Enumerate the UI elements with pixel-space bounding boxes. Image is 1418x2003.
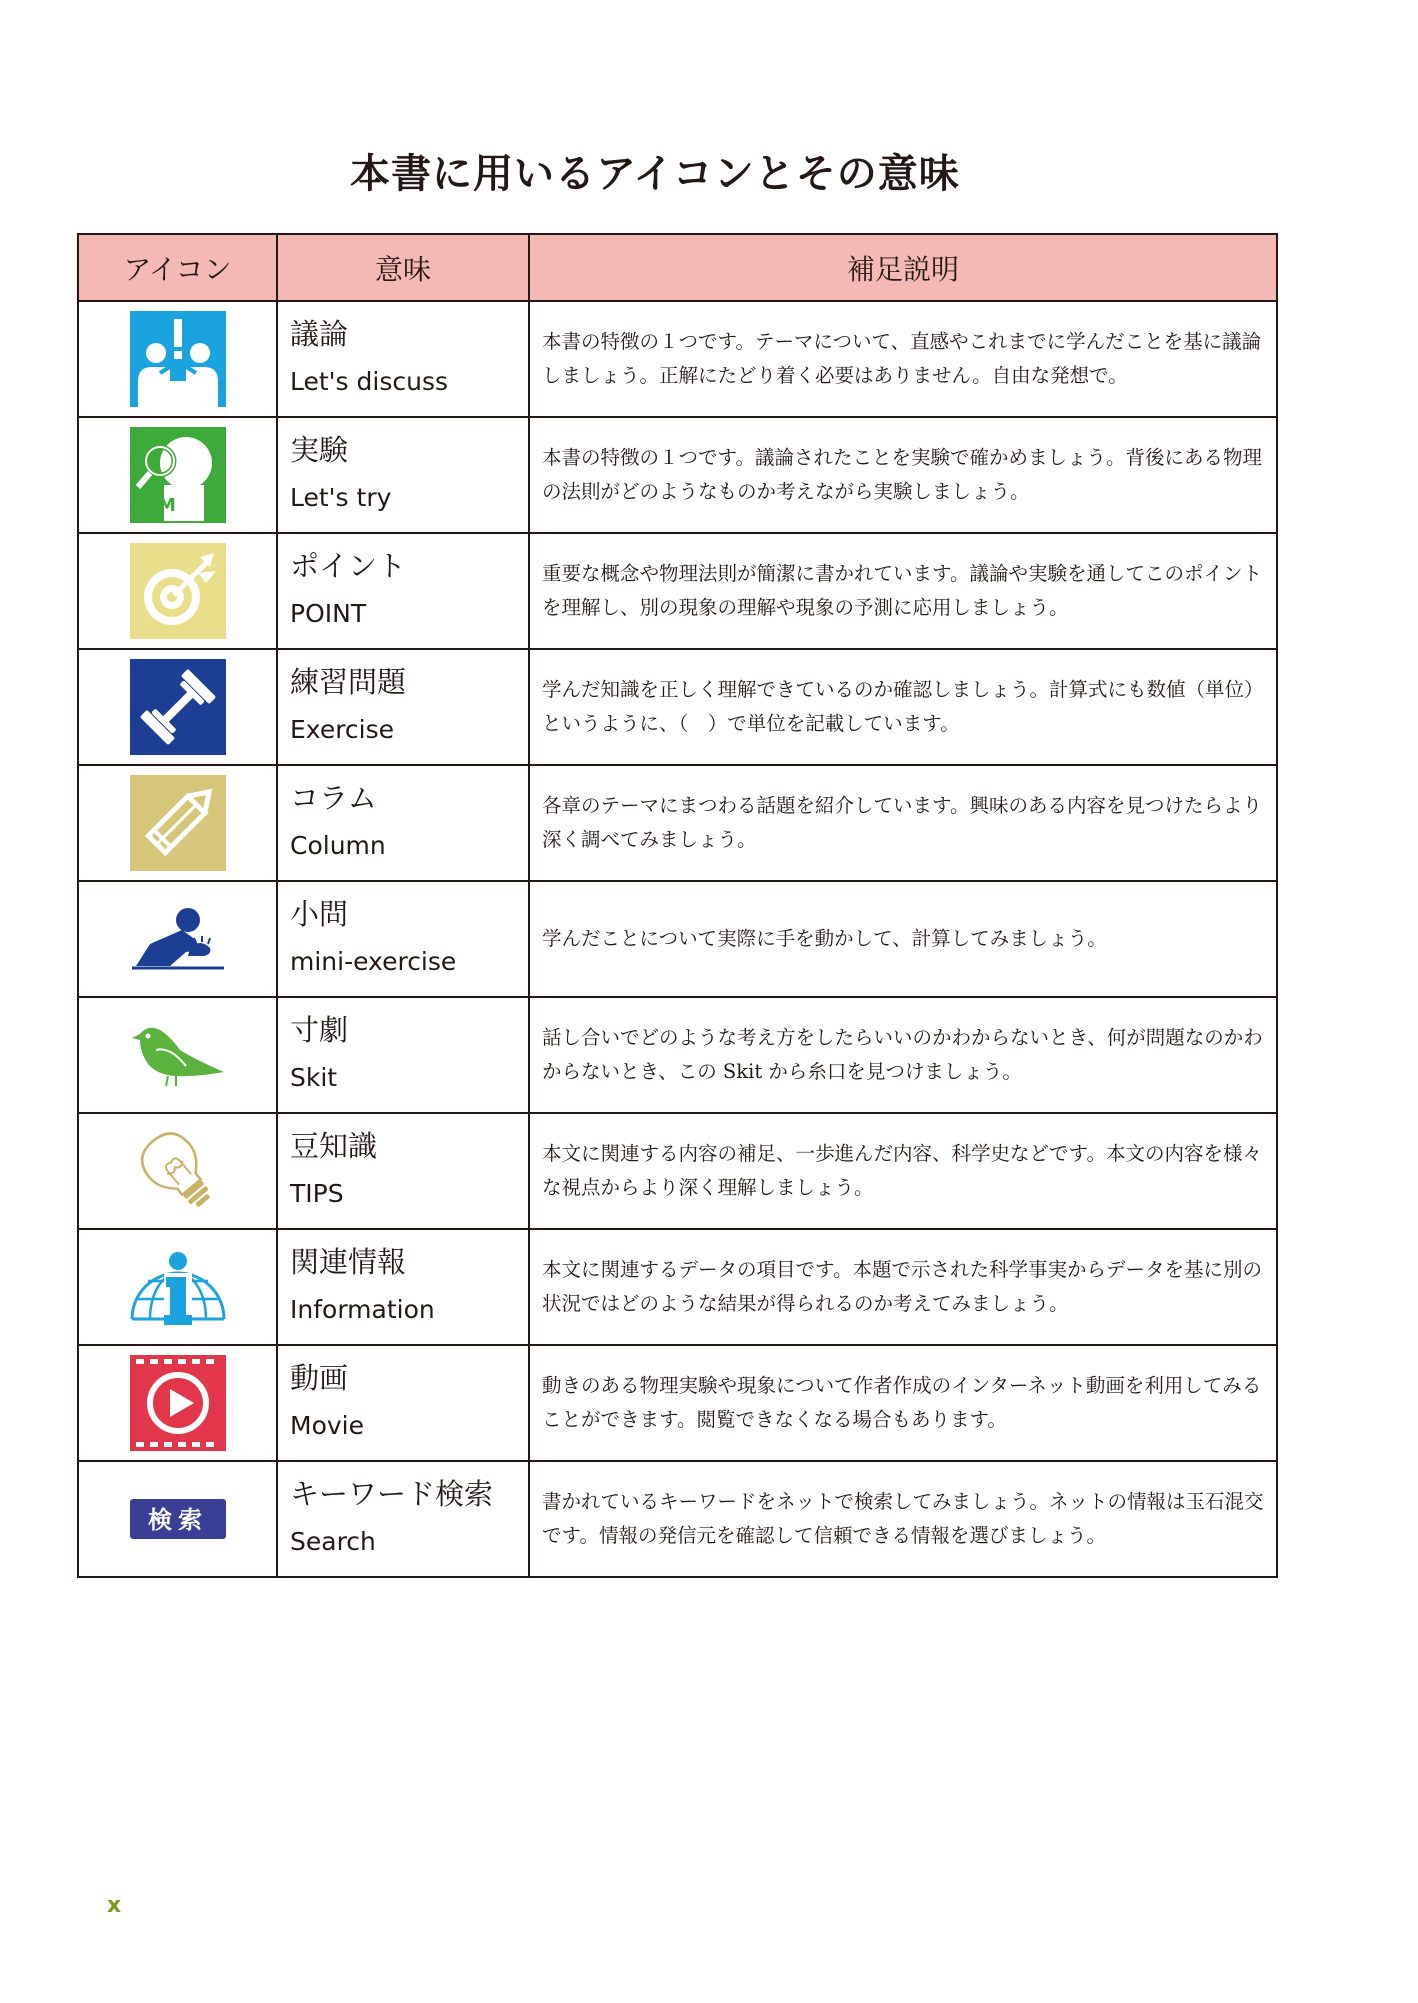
table-row (78, 1229, 1277, 1345)
dumbbell-icon (130, 659, 226, 755)
meaning-en: Information (290, 1295, 435, 1324)
table-row (78, 533, 1277, 649)
meaning-ja: 実験 (290, 433, 349, 467)
experiment-icon (130, 427, 226, 523)
meaning-ja: 小問 (290, 897, 349, 931)
meaning-en: Search (290, 1527, 376, 1556)
description: 重要な概念や物理法則が簡潔に書かれています。議論や実験を通してこのポイントを理解し、別の現象の理解や現象の予測に応用しましょう。 (529, 533, 1277, 649)
description: 本文に関連する内容の補足、一歩進んだ内容、科学史などです。本文の内容を様々な視点からより深く理解しましょう。 (529, 1113, 1277, 1229)
table-row (78, 881, 1277, 997)
writing-person-icon (130, 904, 226, 974)
meaning-ja: コラム (290, 781, 377, 815)
search-badge-icon (130, 1499, 226, 1539)
description: 本書の特徴の１つです。議論されたことを実験で確かめましょう。背後にある物理の法則がどのようなものか考えながら実験しましょう。 (529, 417, 1277, 533)
page-title: 本書に用いるアイコンとその意味 (350, 151, 960, 197)
bird-icon (130, 1020, 226, 1090)
table-header-row (78, 234, 1277, 301)
table-row (78, 417, 1277, 533)
globe-info-icon (128, 1247, 228, 1327)
search-badge-text: 検索 (147, 1506, 208, 1534)
meaning-en: TIPS (290, 1179, 344, 1208)
icon-legend-table (77, 233, 1278, 1578)
target-icon (130, 543, 226, 639)
meaning-en: Movie (290, 1411, 364, 1440)
discuss-icon (130, 311, 226, 407)
description: 学んだ知識を正しく理解できているのか確認しましょう。計算式にも数値（単位）というように、（ ）で単位を記載しています。 (529, 649, 1277, 765)
meaning-en: Let's discuss (290, 367, 448, 396)
play-film-icon (130, 1355, 226, 1451)
page-number: x (107, 1893, 122, 1918)
meaning-ja: 寸劇 (290, 1013, 349, 1047)
meaning-ja: キーワード検索 (290, 1477, 494, 1511)
description: 本文に関連するデータの項目です。本題で示された科学事実からデータを基に別の状況ではどのような結果が得られるのか考えてみましょう。 (529, 1229, 1277, 1345)
svg-text:M: M (157, 495, 176, 516)
meaning-en: POINT (290, 599, 367, 628)
table-row (78, 301, 1277, 417)
meaning-ja: 関連情報 (290, 1245, 407, 1279)
table-row (78, 765, 1277, 881)
table-row (78, 1345, 1277, 1461)
header-description: 補足説明 (529, 234, 1277, 301)
meaning-ja: 動画 (290, 1361, 349, 1395)
meaning-ja: 豆知識 (290, 1129, 378, 1163)
header-meaning: 意味 (277, 234, 529, 301)
description: 本書の特徴の１つです。テーマについて、直感やこれまでに学んだことを基に議論しましょう。正解にたどり着く必要はありません。自由な発想で。 (529, 301, 1277, 417)
description: 学んだことについて実際に手を動かして、計算してみましょう。 (529, 881, 1277, 997)
pencil-icon (130, 775, 226, 871)
description: 動きのある物理実験や現象について作者作成のインターネット動画を利用してみることができます。閲覧できなくなる場合もあります。 (529, 1345, 1277, 1461)
description: 話し合いでどのような考え方をしたらいいのかわからないとき、何が問題なのかわからないとき、この Skit から糸口を見つけましょう。 (529, 997, 1277, 1113)
table-row (78, 1461, 1277, 1577)
meaning-en: Skit (290, 1063, 338, 1092)
table-row (78, 649, 1277, 765)
description: 各章のテーマにまつわる話題を紹介しています。興味のある内容を見つけたらより深く調べてみましょう。 (529, 765, 1277, 881)
meaning-en: Exercise (290, 715, 395, 744)
header-icon: アイコン (78, 234, 277, 301)
description: 書かれているキーワードをネットで検索してみましょう。ネットの情報は玉石混交です。情報の発信元を確認して信頼できる情報を選びましょう。 (529, 1461, 1277, 1577)
table-row (78, 997, 1277, 1113)
meaning-en: Let's try (290, 483, 392, 512)
table-row (78, 1113, 1277, 1229)
meaning-ja: ポイント (290, 549, 407, 583)
lightbulb-icon (130, 1126, 226, 1216)
meaning-en: mini-exercise (290, 947, 457, 976)
meaning-ja: 議論 (290, 317, 349, 351)
meaning-en: Column (290, 831, 386, 860)
meaning-ja: 練習問題 (290, 665, 407, 699)
